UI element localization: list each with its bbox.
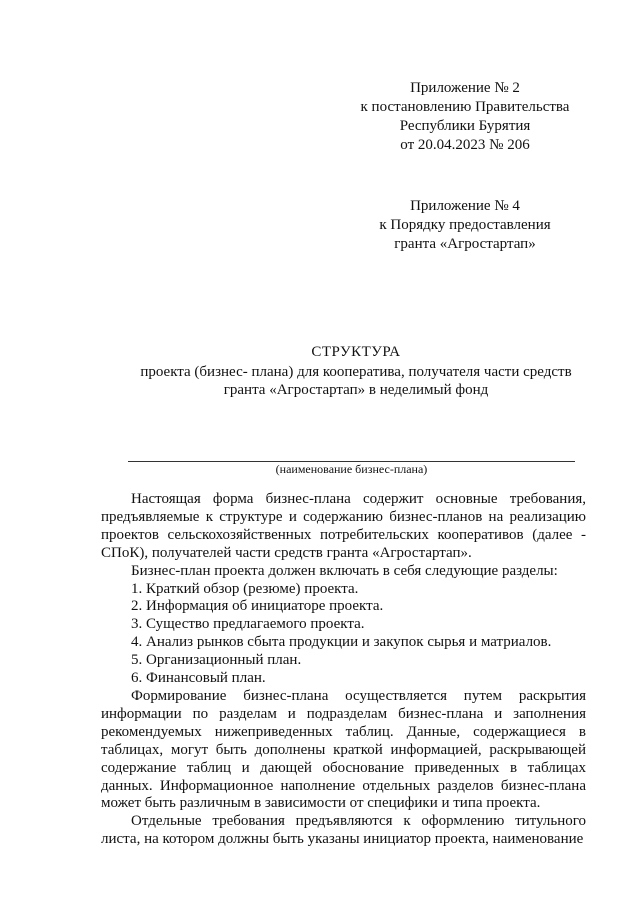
title-heading: СТРУКТУРА [311,344,401,360]
section-list-item: 1. Краткий обзор (резюме) проекта. [131,580,359,597]
appendix-line: от 20.04.2023 № 206 [400,137,530,153]
formation-paragraph: Формирование бизнес-плана осуществляется путем раскрытия информации по разделам и подразделам бизнес-плана и заполнения рекомендуемых нижеприведенных таблиц. Данные, содержащиеся в таблицах, могут быть дополнены краткой информацией, раскрывающей содержание таблиц и дающей обоснование приведенных в таблицах данных. Информационное наполнение отдельных разделов бизнес-плана может быть различным в зависимости от специфики и типа проекта. [101,687,586,812]
section-list-item: 5. Организационный план. [131,652,302,669]
section-list-item: 2. Информация об инициаторе проекта. [131,598,384,615]
appendix-header-resolution [330,79,600,155]
document-body [101,491,586,849]
document-title [100,343,612,399]
section-list-item: 4. Анализ рынков сбыта продукции и закупок сырья и матриалов. [131,634,552,651]
appendix-line: к Порядку предоставления [379,217,551,233]
section-list-item: 6. Финансовый план. [131,670,266,687]
appendix-line: Республики Бурятия [399,118,531,134]
appendix-line: к постановлению Правительства [360,99,570,115]
appendix-line: гранта «Агростартап» [394,236,536,252]
business-plan-name-caption: (наименование бизнес-плана) [275,462,428,476]
appendix-line: Приложение № 4 [410,198,520,214]
section-list-item: 3. Существо предлагаемого проекта. [131,616,365,633]
appendix-header-procedure [330,197,600,254]
title-subtitle-line: проекта (бизнес- плана) для кооператива, получателя части средств [140,364,572,380]
appendix-line: Приложение № 2 [410,80,520,96]
intro-paragraph: Настоящая форма бизнес-плана содержит основные требования, предъявляемые к структуре и содержанию бизнес-планов на реализацию проектов сельскохозяйственных потребительских кооперативов (далее - СПоК), получателей части средств гранта «Агростартап». [101,491,586,561]
title-subtitle-line: гранта «Агростартап» в неделимый фонд [223,382,489,398]
title-page-paragraph: Отдельные требования предъявляются к оформлению титульного листа, на котором должны быть указаны инициатор проекта, наименование [101,813,586,848]
sections-intro-paragraph: Бизнес-план проекта должен включать в себя следующие разделы: [131,562,558,579]
